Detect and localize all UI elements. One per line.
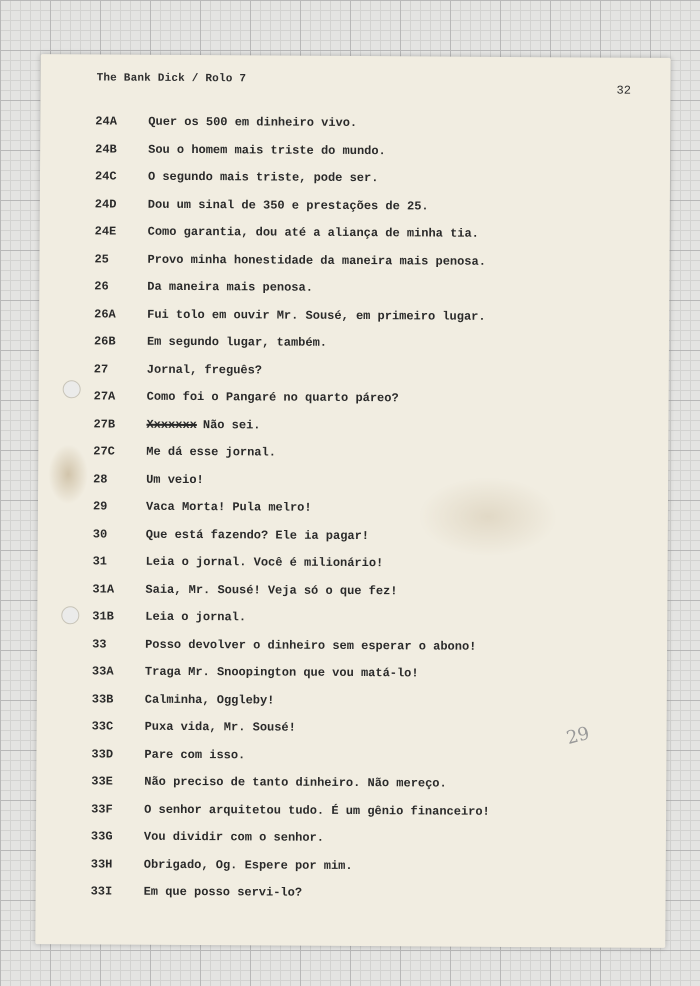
line-number: 25 [94,251,109,267]
dialogue-line [39,389,669,420]
dialogue-line [39,362,669,393]
line-text [146,555,384,570]
dialogue-line [40,224,670,255]
line-number: 33G [90,829,113,844]
line-number: 26A [94,306,116,322]
line-text [147,390,399,406]
line-content: Posso devolver o dinheiro sem esperar o abono! [145,637,477,654]
dialogue-line [37,664,667,695]
line-content: Leia o jornal. Você é milionário! [145,554,384,571]
line-number: 29 [92,499,108,514]
line-text [146,472,204,486]
line-text [144,802,490,818]
line-content: Um veio! [146,472,204,487]
line-content: Sou o homem mais triste do mundo. [148,142,386,158]
line-text [148,197,429,213]
dialogue-line [39,307,669,338]
line-content: Saia, Mr. Sousé! Veja só o que fez! [145,582,398,598]
dialogue-line [40,169,670,200]
dialogue-line [36,829,666,860]
line-number: 33F [91,801,113,817]
line-text [146,417,260,432]
line-number: 28 [93,471,108,486]
line-number: 30 [92,526,108,541]
dialogue-line [37,637,667,668]
line-text [147,362,262,377]
line-number: 27A [93,389,116,404]
line-text [148,115,357,130]
line-text [145,665,419,681]
line-content: Jornal, freguês? [146,362,263,377]
line-number: 27 [93,361,109,377]
line-number: 33B [91,691,114,707]
line-content: Em segundo lugar, também. [146,334,328,350]
line-content: Vaca Morta! Pula melro! [145,499,312,515]
line-number: 31 [92,554,108,569]
line-content: Como foi o Pangaré no quarto páreo? [146,389,399,406]
line-text [145,720,296,735]
line-text [145,582,397,598]
line-number: 31A [92,581,115,597]
dialogue-line [38,472,668,503]
line-number: 33I [90,884,113,899]
line-text [144,830,324,845]
line-content: Vou dividir com o senhor. [143,829,325,845]
dialogue-line [39,279,669,310]
line-text [144,857,353,872]
line-text [148,170,379,185]
line-text [144,747,245,762]
line-number: 26B [93,334,116,349]
line-content: Em que posso servi-lo? [143,884,303,900]
line-content: Obrigado, Og. Espere por mim. [143,857,353,873]
line-number: 24C [94,169,117,184]
line-number: 33C [91,719,114,734]
line-content: Da maneira mais penosa. [147,279,313,295]
line-number: 24E [94,224,117,239]
line-text [146,527,369,542]
dialogue-line [40,142,670,173]
dialogue-line [40,197,670,228]
line-number: 33A [91,664,114,679]
line-content: Me dá esse jornal. [146,444,276,460]
dialogue-line [40,114,670,145]
line-content: O senhor arquitetou tudo. É um gênio financeiro! [144,802,490,819]
line-number: 24B [95,141,117,157]
dialogue-line [36,857,666,888]
line-text [146,445,276,460]
line-content: Não sei. [202,417,261,432]
line-content: Fui tolo em ouvir Mr. Sousé, em primeiro lugar. [147,307,486,324]
line-content: Traga Mr. Snoopington que vou matá-lo! [144,664,419,681]
line-content: Dou um sinal de 350 e prestações de 25. [147,197,429,213]
line-text [144,885,303,900]
line-content: Puxa vida, Mr. Sousé! [144,719,296,735]
line-content: O segundo mais triste, pode ser. [147,169,379,186]
dialogue-line [37,609,667,640]
line-content: Leia o jornal. [145,609,247,625]
dialogue-line [36,774,666,805]
line-text [145,692,275,707]
line-text [147,280,313,295]
line-text [148,225,479,241]
line-text [145,637,476,653]
line-content: Calminha, Oggleby! [144,692,275,708]
page-header: The Bank Dick / Rolo 7 [96,72,247,86]
line-text [146,500,312,515]
line-number: 31B [92,609,114,624]
line-content: Que está fazendo? Ele ia pagar! [145,527,370,543]
line-number: 27B [93,416,116,432]
line-number: 33D [91,746,114,762]
dialogue-line [36,802,666,833]
dialogue-line [36,747,666,778]
struck-out-text: Xxxxxxx [146,417,197,432]
line-content: Provo minha honestidade da maneira mais penosa. [147,252,486,269]
line-text [147,307,486,323]
line-text [147,252,486,268]
dialogue-line [38,417,668,448]
line-number: 24A [95,114,117,129]
dialogue-line [38,554,668,585]
line-number: 26 [94,279,109,294]
dialogue-line [39,252,669,283]
line-text [145,610,246,625]
dialogue-line [38,527,668,558]
line-number: 33H [90,856,113,872]
line-text [147,335,327,350]
dialogue-line [37,582,667,613]
dialogue-list [35,114,670,915]
dialogue-line [38,444,668,475]
script-page [35,54,670,948]
dialogue-line [37,692,667,723]
page-number: 32 [616,83,631,98]
line-content: Não preciso de tanto dinheiro. Não mereço. [144,774,447,791]
line-number: 24D [94,196,117,212]
line-content: Pare com isso. [144,747,246,762]
line-number: 33E [91,774,113,789]
dialogue-line [35,884,665,915]
dialogue-line [38,499,668,530]
line-content: Quer os 500 em dinheiro vivo. [148,114,358,131]
dialogue-line [39,334,669,365]
line-text [148,142,386,157]
line-number: 33 [92,636,107,651]
line-number: 27C [93,444,115,459]
line-text [144,775,447,791]
line-content: Como garantia, dou até a aliança de minha tia. [147,224,479,241]
pencil-annotation: 29 [564,722,592,749]
